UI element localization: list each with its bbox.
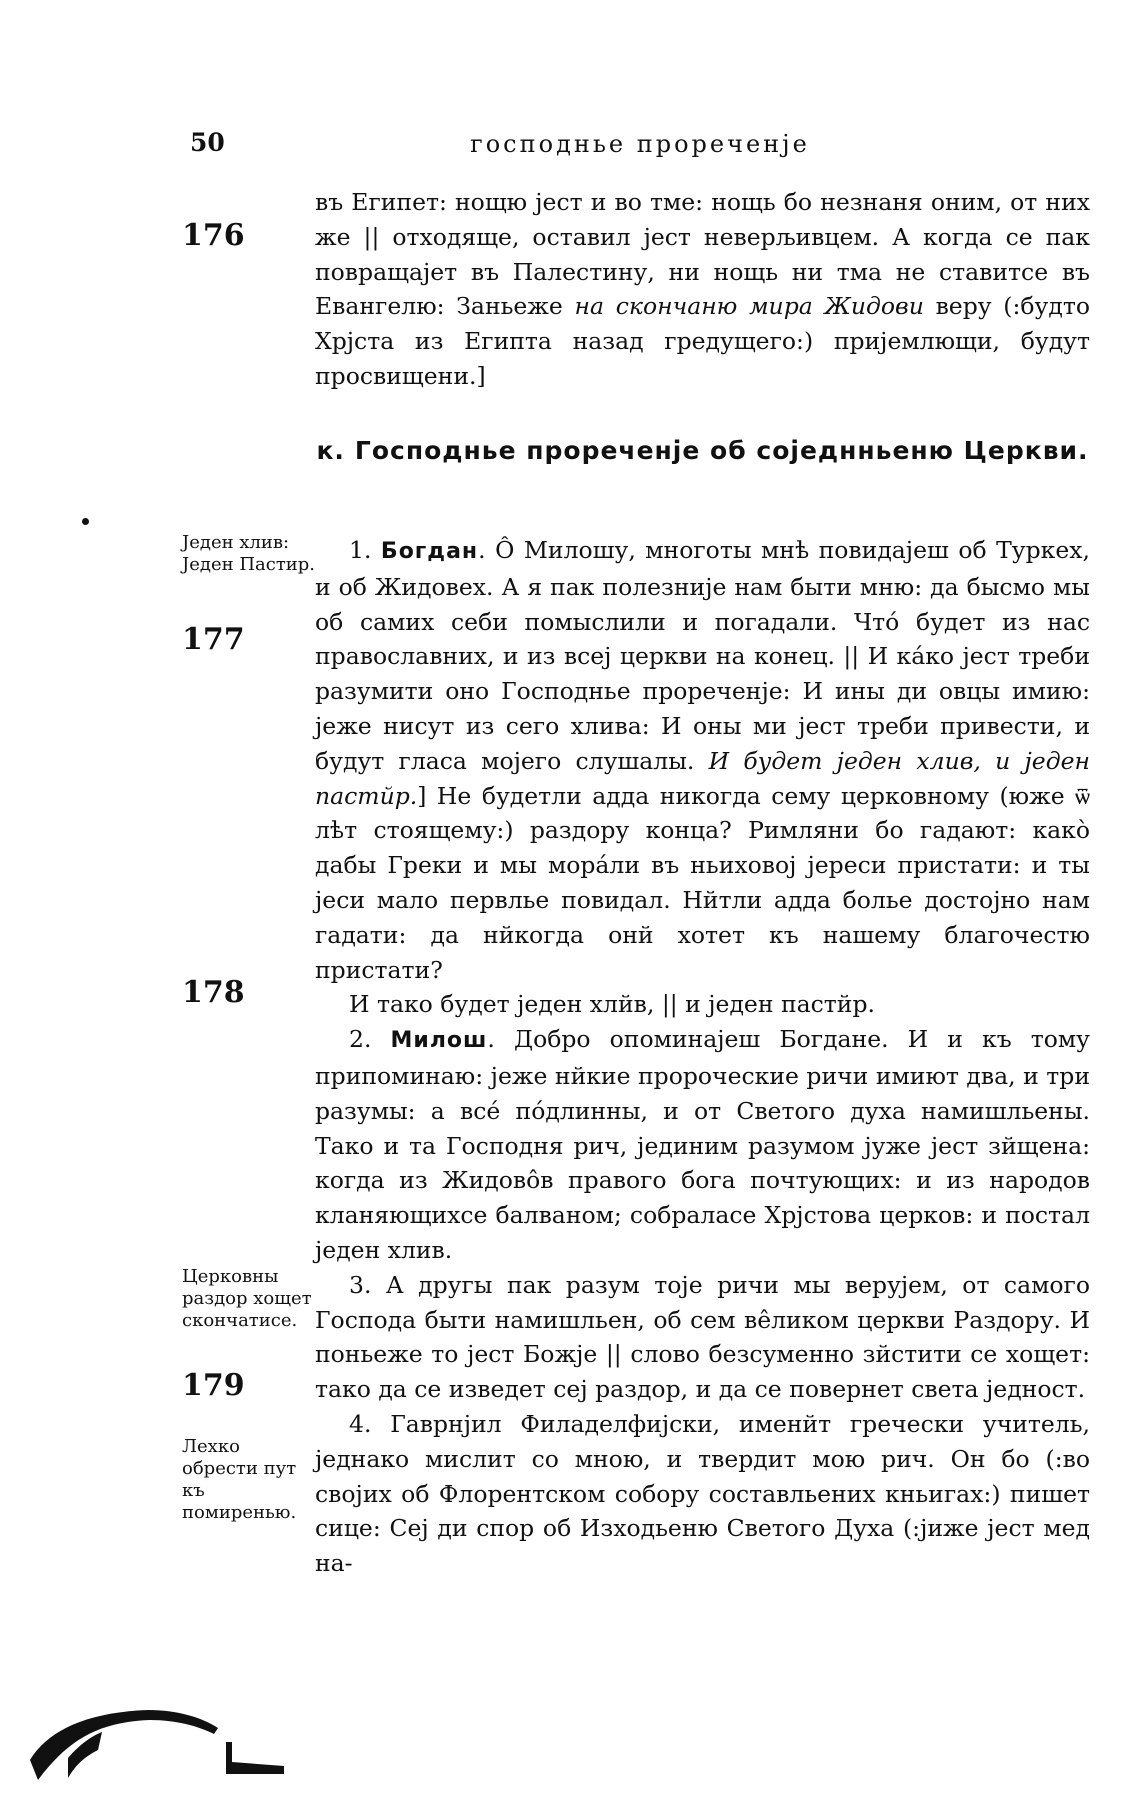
paragraph-5: 4. Гаврнјил Филаделфијски, именйт гречески учитель, једнако мислит со мною, и твердит мою рич. Он бо (:во својих об Флорентском собору составльених кньигах:) пишет сице: Сеј ди спор об Изходьеню Светого Духа (:јиже јест мед на-: [315, 1409, 1090, 1578]
chapter-mark: к.: [316, 436, 345, 465]
chapter-heading: [315, 432, 1090, 470]
page-number: 50: [190, 128, 225, 157]
page-header: [190, 128, 1090, 168]
paragraph-4: 3. А другы пак разум тоје ричи мы верујем, от самого Господа быти намишльен, об сем вêликом церкви Раздору. И поньеже то јест Божје || слово безсуменно зйстити се хощет: тако да се изведет сеј раздор, и да се повернет света једност.: [315, 1270, 1090, 1404]
paragraph-2: И тако будет једен хлйв, || и једен пастйр.: [349, 990, 875, 1019]
running-head: господнье прореченје: [470, 130, 810, 158]
margin-number-179: 179: [182, 1368, 245, 1403]
marginal-note-schism: Церковны раздор хощет скончатисе.: [182, 1266, 312, 1331]
chapter-title: Господнье прореченје об соједнньеню Церкви.: [354, 436, 1089, 465]
marginal-note-reconciliation: Лехко обрести пут къ помиренью.: [182, 1436, 297, 1523]
text-block-continuation: [315, 185, 1090, 394]
scan-artifact-mark: [222, 1740, 292, 1780]
marginal-note-one-flock: Једен хлив: Једен Пастир.: [182, 532, 316, 575]
margin-number-177: 177: [182, 622, 245, 657]
speaker-bogdan: Богдан: [380, 539, 479, 564]
text-block-dialogue: [315, 533, 1090, 1581]
ink-dot: [82, 518, 89, 525]
margin-number-176: 176: [182, 218, 245, 253]
speaker-milosh: Милош: [390, 1028, 488, 1054]
margin-number-178: 178: [182, 975, 245, 1010]
paragraph-1: 1. Богдан. Ô Милошу, многоты мнѣ повидајеш об Туркех, и об Жидовех. А я пак полезније нам быти мню: да бысмо мы об самих себи помыслили и погадали. Чтó будет из нас православних, и из всеј церкви на конец. || И кáко јест треби разумити оно Господнье прореченје: И ины ди овцы имию: јеже нисут из сего хлива: И оны ми јест треби привести, и будут гласа моjего слушалы. И будет једен хлив, и једен пастйр.] Не будетли адда никогда сему церковному (юже ѿ лѣт стоящему:) раздору конца? Римляни бо гадают: какò дабы Греки и мы морáли въ ньиховој јереси пристати: и ты јеси мало первлье повидал. Нйтли адда болье достојно нам гадати: да нйкогда онй хотет къ нашему благочестю пристати?: [315, 536, 1090, 984]
paragraph-continuation: въ Египет: нощю јест и во тме: нощь бо незнаня оним, от них же || отходяще, оставил јест неверљивцем. А когда се пак повращајет въ Палестину, ни нощь ни тма не ставитсе въ Евангелю: Заньеже на скончаню мира Жидови веру (:будто Хрјста из Египта назад гредущего:) пријемлющи, будут просвищени.]: [315, 188, 1090, 390]
paragraph-3: 2. Милош. Добро опоминајеш Богдане. И и къ тому припоминаю: јеже нйкие пророческие ричи имиют два, и три разумы: а всé пóдлинны, и от Светого духа намишльены. Тако и та Господня рич, јединим разумом јуже јест зйщена: когда из Жидовôв правого бога почтующих: и из народов кланяющихсе балваном; собраласе Хрјстова церков: и постал једен хлив.: [315, 1025, 1090, 1264]
